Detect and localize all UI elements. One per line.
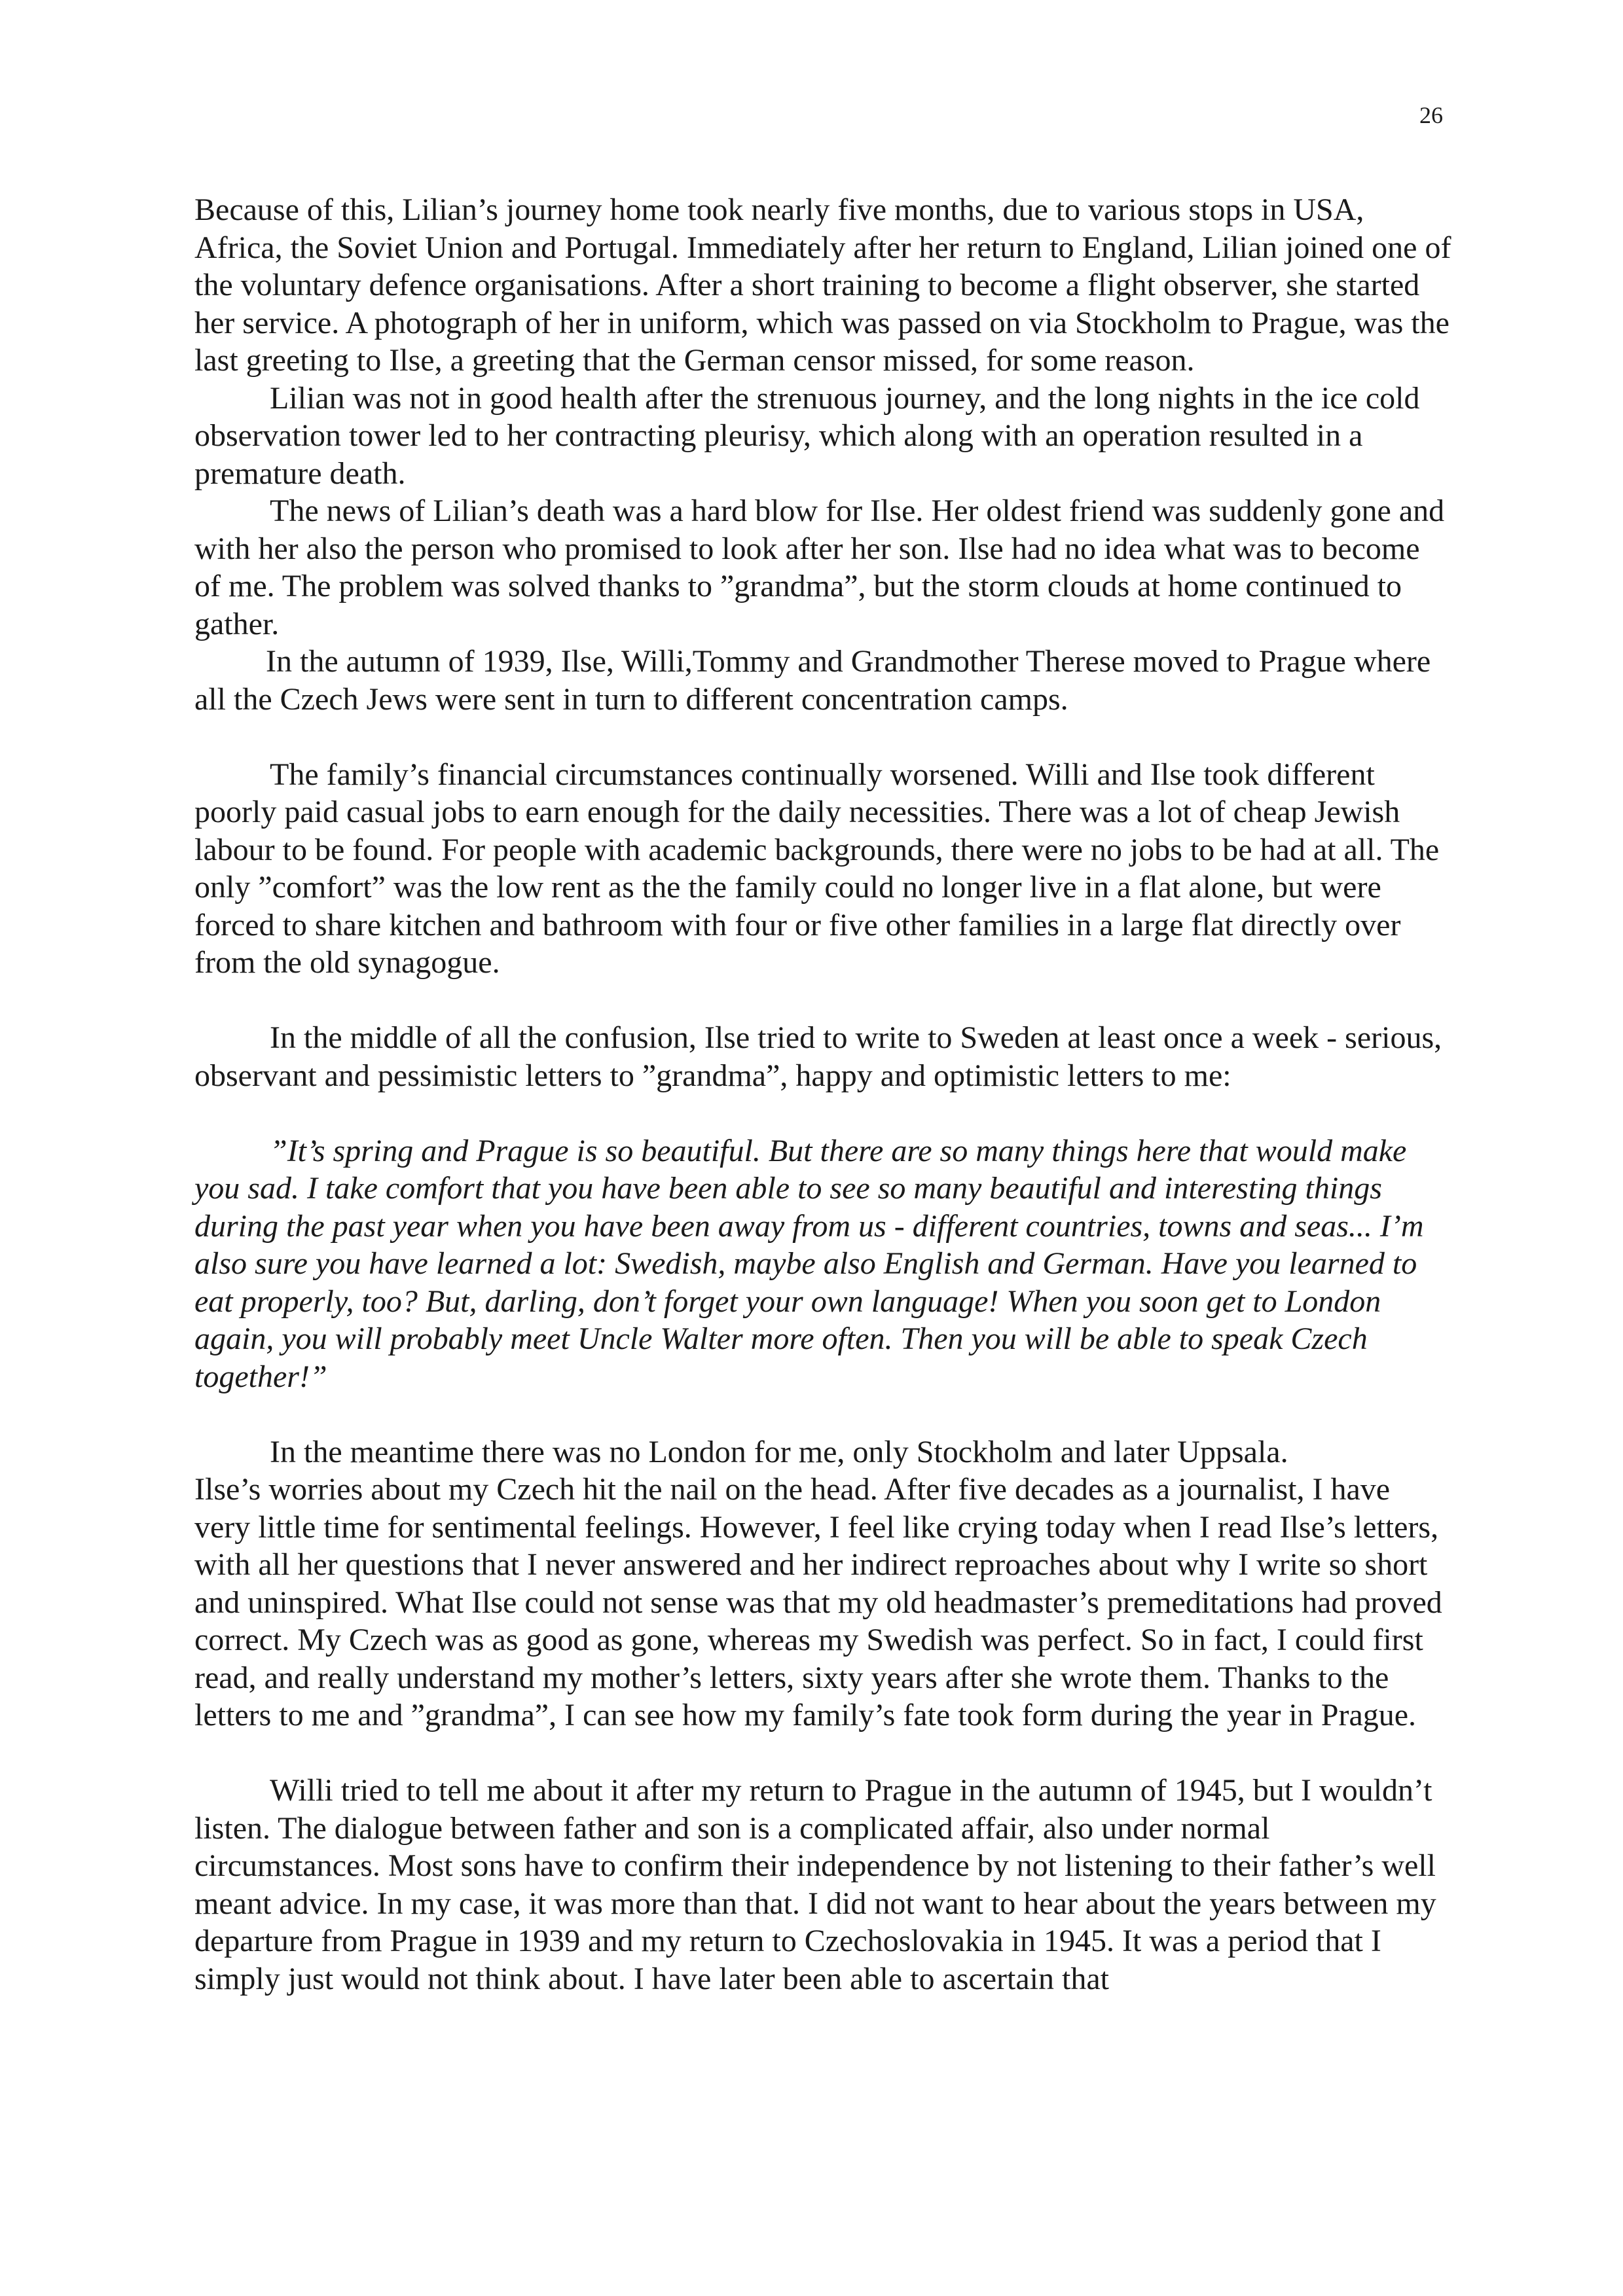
paragraph-czech-worries: Ilse’s worries about my Czech hit the nail on the head. After five decades as a journalist, I have very little time for sentimental feelings. However, I feel like crying today when I read Ilse’s letters, with all her questions that I never answered and her indirect reproaches about why I write so short and uninspired. What Ilse could not sense was that my old headmaster’s premeditations had proved correct. My Czech was as good as gone, whereas my Swedish was perfect. So in fact, I could first read, and really understand my mother’s letters, sixty years after she wrote them. Thanks to the letters to me and ”grandma”, I can see how my family’s fate took form during the year in Prague. [194,1472,1442,1732]
body-text [194,191,1451,1998]
paragraph-father-son: Willi tried to tell me about it after my return to Prague in the autumn of 1945, but I wouldn’t listen. The dialogue between father and son is a complicated affair, also under normal circumstances. Most sons have to confirm their independence by not listening to their father’s well meant advice. In my case, it was more than that. I did not want to hear about the years between my departure from Prague in 1939 and my return to Czechoslovakia in 1945. It was a period that I simply just would not think about. I have later been able to ascertain that [194,1773,1436,1996]
paragraph-lilian-health: Lilian was not in good health after the strenuous journey, and the long nights in the ice cold observation tower led to her contracting pleurisy, which along with an operation resulted in a premature death. [194,380,1420,491]
paragraph-lilian-death: The news of Lilian’s death was a hard blow for Ilse. Her oldest friend was suddenly gone and with her also the person who promised to look after her son. Ilse had no idea what was to become of me. The problem was solved thanks to ”grandma”, but the storm clouds at home continued to gather. [194,493,1445,641]
paragraph-stockholm-uppsala: In the meantime there was no London for me, only Stockholm and later Uppsala. [270,1434,1288,1469]
quoted-letter: ”It’s spring and Prague is so beautiful. But there are so many things here that would make you sad. I take comfort that you have been able to see so many beautiful and interesting things during the past year when you have been away from us - different countries, towns and seas... I’m also sure you have learned a lot: Swedish, maybe also English and German. Have you learned to eat properly, too? But, darling, don’t forget your own language! When you soon get to London again, you will probably meet Uncle Walter more often. Then you will be able to speak Czech together!” [194,1133,1424,1394]
paragraph-letters-to-sweden: In the middle of all the confusion, Ilse tried to write to Sweden at least once a week - serious, observant and pessimistic letters to ”grandma”, happy and optimistic letters to me: [194,1020,1442,1093]
page-number: 26 [1419,102,1443,128]
paragraph-move-to-prague: In the autumn of 1939, Ilse, Willi,Tommy and Grandmother Therese moved to Prague where all the Czech Jews were sent in turn to different concentration camps. [194,644,1431,717]
paragraph-financial-circumstances: The family’s financial circumstances continually worsened. Willi and Ilse took different poorly paid casual jobs to earn enough for the daily necessities. There was a lot of cheap Jewish labour to be found. For people with academic backgrounds, there were no jobs to be had at all. The only ”comfort” was the low rent as the the family could no longer live in a flat alone, but were forced to share kitchen and bathroom with four or five other families in a large flat directly over from the old synagogue. [194,757,1440,980]
paragraph-lilian-journey: Because of this, Lilian’s journey home took nearly five months, due to various stops in USA, Africa, the Soviet Union and Portugal. Immediately after her return to England, Lilian joined one of the voluntary defence organisations. After a short training to become a flight observer, she started her service. A photograph of her in uniform, which was passed on via Stockholm to Prague, was the last greeting to Ilse, a greeting that the German censor missed, for some reason. [194,192,1451,378]
